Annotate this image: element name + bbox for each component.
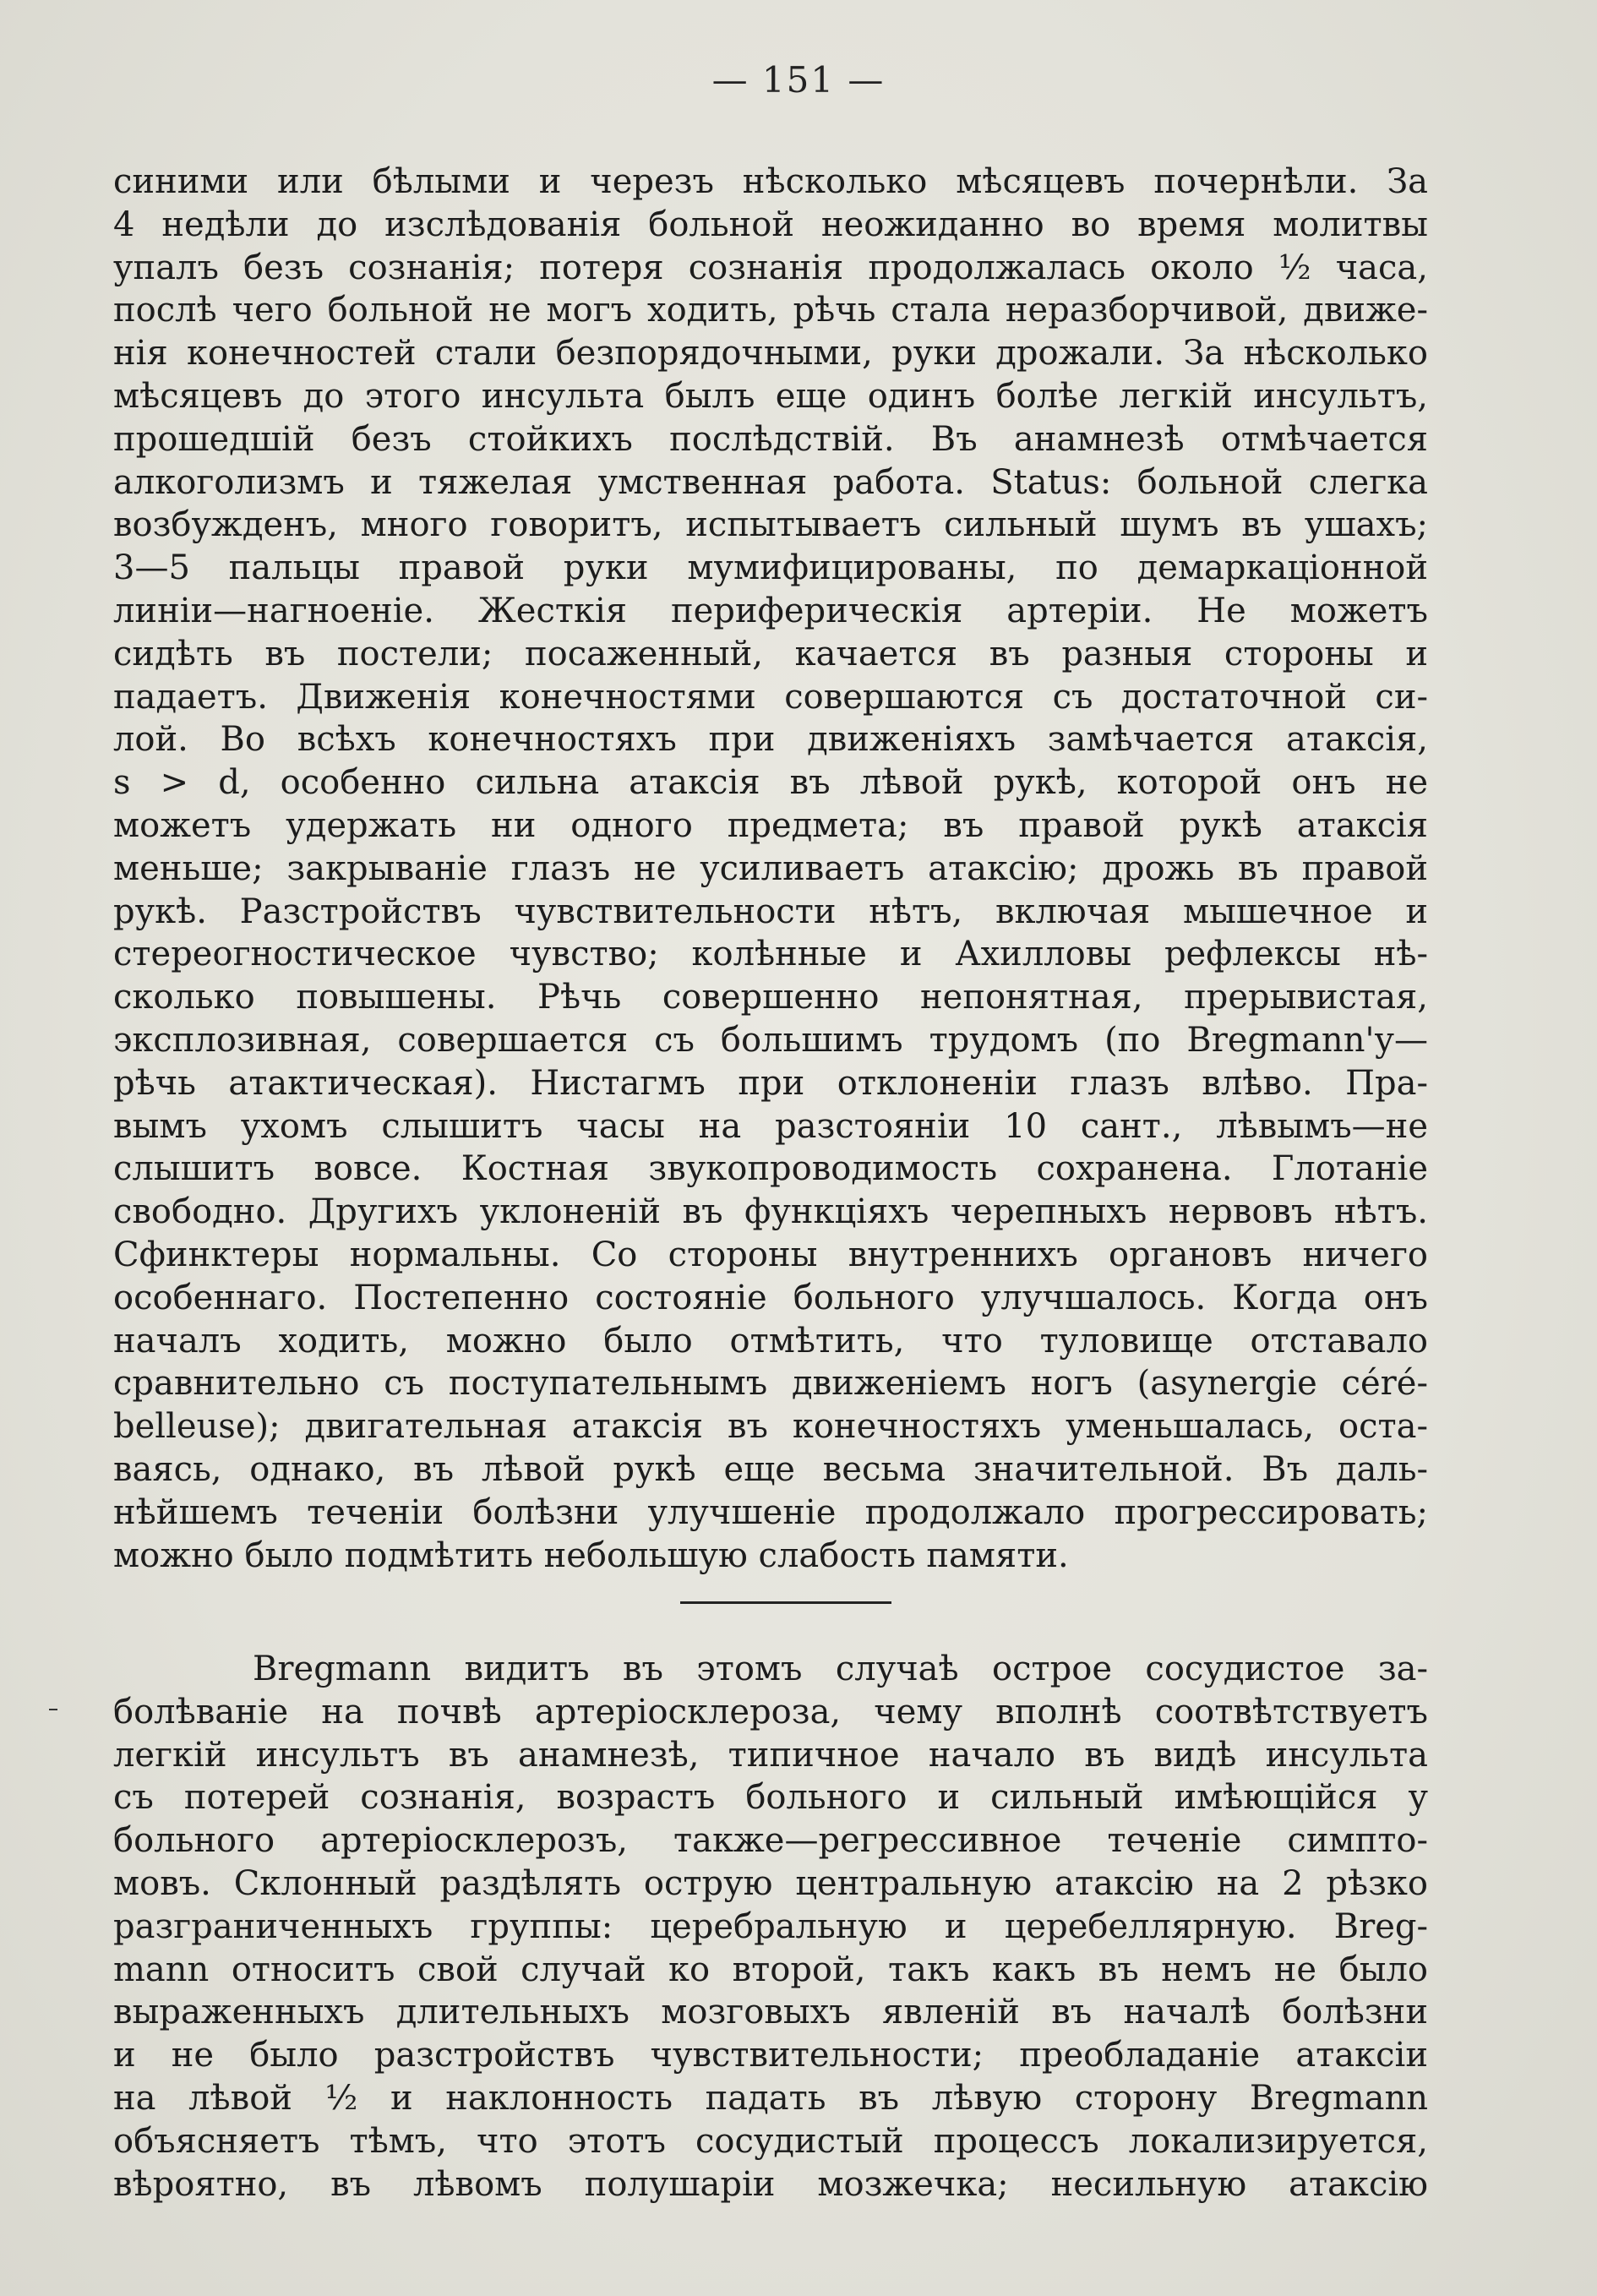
text-line: Bregmann видитъ въ этомъ случаѣ острое сосудистое за- <box>253 1650 1428 1688</box>
text-line: разграниченныхъ группы: церебральную и церебеллярную. Breg- <box>113 1906 1428 1946</box>
text-line: mann относитъ свой случай ко второй, такъ какъ въ немъ не было <box>113 1950 1428 1989</box>
page-number: — 151 — <box>711 59 886 101</box>
paragraph-bregmann-analysis <box>113 1648 1428 2206</box>
text-line: возбужденъ, много говоритъ, испытываетъ сильный шумъ въ ушахъ; <box>113 505 1428 545</box>
text-line: объясняетъ тѣмъ, что этотъ сосудистый процессъ локализируется, <box>113 2121 1428 2161</box>
section-divider <box>680 1601 891 1604</box>
text-line: сидѣть въ постели; посаженный, качается въ разныя стороны и <box>113 634 1428 674</box>
text-line: лой. Во всѣхъ конечностяхъ при движеніяхъ замѣчается атаксія, <box>113 720 1428 760</box>
text-line: сравнительно съ поступательнымъ движеніемъ ногъ (asynergie céré- <box>113 1364 1428 1404</box>
text-line: рѣчь атактическая). Нистагмъ при отклоненіи глазъ влѣво. Пра- <box>113 1063 1428 1103</box>
text-line: упалъ безъ сознанія; потеря сознанія продолжалась около ½ часа, <box>113 248 1428 287</box>
text-line: свободно. Другихъ уклоненій въ функціяхъ черепныхъ нервовъ нѣтъ. <box>113 1192 1428 1232</box>
text-line: съ потерей сознанія, возрастъ больного и сильный имѣющійся у <box>113 1778 1428 1818</box>
margin-mark <box>49 1709 57 1710</box>
text-line: belleuse); двигательная атаксія въ конечностяхъ уменьшалась, оста- <box>113 1407 1428 1447</box>
text-line: прошедшій безъ стойкихъ послѣдствій. Въ анамнезѣ отмѣчается <box>113 419 1428 459</box>
text-line: Сфинктеры нормальны. Со стороны внутреннихъ органовъ ничего <box>113 1235 1428 1274</box>
text-line: стереогностическое чувство; колѣнные и Ахилловы рефлексы нѣ- <box>113 935 1428 974</box>
text-line: началъ ходить, можно было отмѣтить, что туловище отставало <box>113 1321 1428 1361</box>
text-line: болѣваніе на почвѣ артеріосклероза, чему вполнѣ соотвѣтствуетъ <box>113 1692 1428 1732</box>
text-line: 4 недѣли до изслѣдованія больной неожиданно во время молитвы <box>113 205 1428 244</box>
text-line: вымъ ухомъ слышитъ часы на разстояніи 10 сант., лѣвымъ—не <box>113 1106 1428 1146</box>
text-line: алкоголизмъ и тяжелая умственная работа. Status: больной слегка <box>113 462 1428 502</box>
text-line: можетъ удержать ни одного предмета; въ правой рукѣ атаксія <box>113 805 1428 845</box>
text-line: легкій инсультъ въ анамнезѣ, типичное начало въ видѣ инсульта <box>113 1735 1428 1775</box>
text-line: сколько повышены. Рѣчь совершенно непонятная, прерывистая, <box>113 978 1428 1017</box>
text-line: особеннаго. Постепенно состояніе больного улучшалось. Когда онъ <box>113 1278 1428 1317</box>
text-line: на лѣвой ½ и наклонность падать въ лѣвую сторону Bregmann <box>113 2078 1428 2118</box>
text-line: меньше; закрываніе глазъ не усиливаетъ атаксію; дрожь въ правой <box>113 848 1428 888</box>
text-line: можно было подмѣтить небольшую слабость памяти. <box>113 1535 1069 1575</box>
text-line: нѣйшемъ теченіи болѣзни улучшеніе продолжало прогрессировать; <box>113 1492 1428 1532</box>
text-line: выраженныхъ длительныхъ мозговыхъ явленій въ началѣ болѣзни <box>113 1993 1428 2032</box>
text-line: вѣроятно, въ лѣвомъ полушаріи мозжечка; несильную атаксію <box>113 2164 1428 2204</box>
text-line: ваясь, однако, въ лѣвой рукѣ еще весьма значительной. Въ даль- <box>113 1449 1428 1489</box>
text-line: и не было разстройствъ чувствительности; преобладаніе атаксіи <box>113 2036 1428 2075</box>
text-line: рукѣ. Разстройствъ чувствительности нѣтъ, включая мышечное и <box>113 892 1428 931</box>
text-line: нія конечностей стали безпорядочными, руки дрожали. За нѣсколько <box>113 334 1428 374</box>
text-line: мѣсяцевъ до этого инсульта былъ еще одинъ болѣе легкій инсультъ, <box>113 376 1428 416</box>
text-line: падаетъ. Движенія конечностями совершаются съ достаточной си- <box>113 677 1428 717</box>
text-line: мовъ. Склонный раздѣлять острую центральную атаксію на 2 рѣзко <box>113 1863 1428 1903</box>
text-line: больного артеріосклерозъ, также—регрессивное теченіе симпто- <box>113 1821 1428 1861</box>
paragraph-case-description <box>113 161 1428 1577</box>
text-line: синими или бѣлыми и черезъ нѣсколько мѣсяцевъ почернѣли. За <box>113 162 1428 201</box>
text-line: послѣ чего больной не могъ ходить, рѣчь стала неразборчивой, движе- <box>113 291 1428 330</box>
text-line: слышитъ вовсе. Костная звукопроводимость сохранена. Глотаніе <box>113 1149 1428 1189</box>
text-line: s > d, особенно сильна атаксія въ лѣвой рукѣ, которой онъ не <box>113 763 1428 803</box>
text-line: эксплозивная, совершается съ большимъ трудомъ (по Bregmann'у— <box>113 1020 1428 1060</box>
text-line: 3—5 пальцы правой руки мумифицированы, по демаркаціонной <box>113 548 1428 588</box>
text-line: линіи—нагноеніе. Жесткія периферическія артеріи. Не можетъ <box>113 591 1428 630</box>
